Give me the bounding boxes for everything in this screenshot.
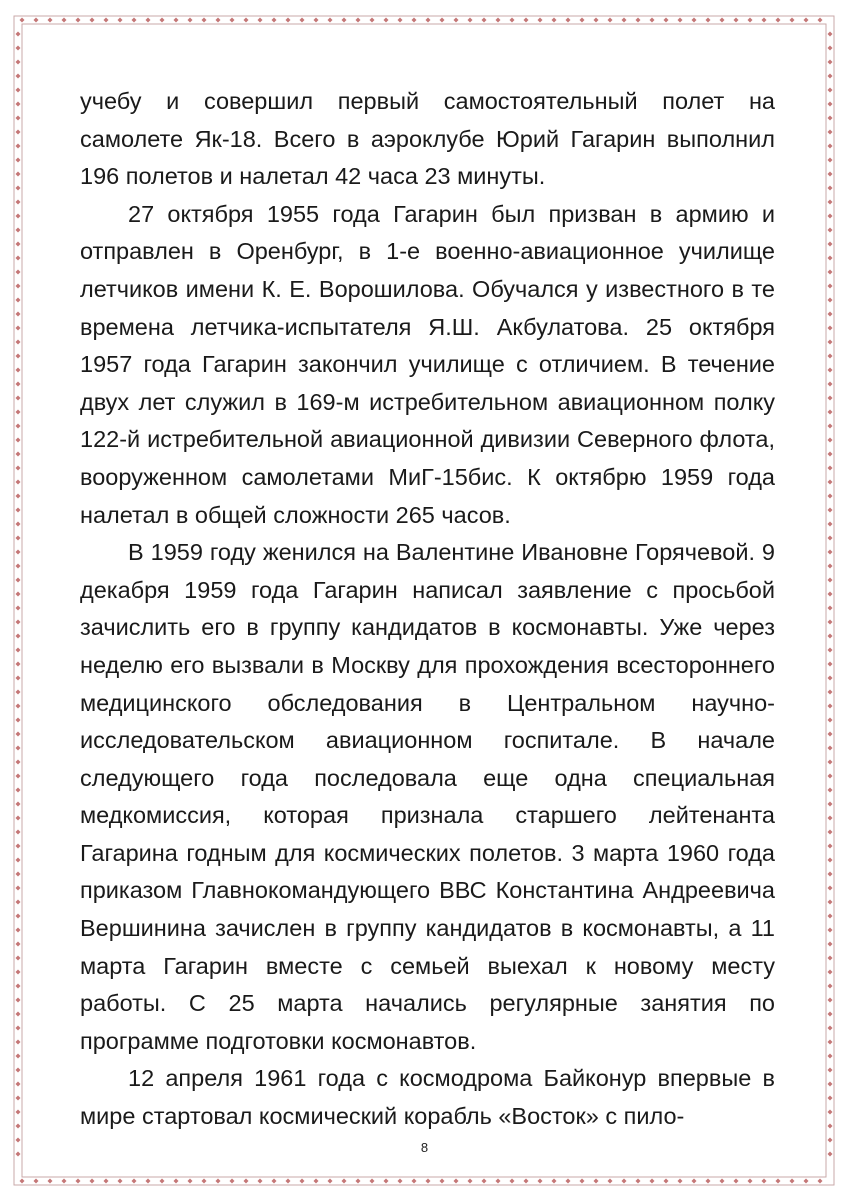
border-ornament-icon [510,1179,515,1184]
border-ornament-icon [622,18,627,23]
border-ornament-icon [828,914,833,919]
border-ornament-icon [16,676,21,681]
border-ornament-icon [16,774,21,779]
border-ornament-icon [16,522,21,527]
border-ornament-icon [314,18,319,23]
border-ornament-icon [146,1179,151,1184]
border-ornament-icon [828,46,833,51]
border-ornament-icon [202,18,207,23]
border-ornament-icon [828,382,833,387]
border-ornament-icon [828,172,833,177]
border-ornament-icon [828,200,833,205]
border-ornament-icon [552,1179,557,1184]
border-ornament-icon [678,18,683,23]
border-ornament-icon [16,802,21,807]
border-ornament-icon [828,1012,833,1017]
border-ornament-icon [16,88,21,93]
border-ornament-icon [692,1179,697,1184]
document-body [80,83,775,1136]
border-ornament-icon [828,774,833,779]
border-ornament-icon [16,886,21,891]
border-ornament-icon [16,186,21,191]
border-ornament-icon [828,424,833,429]
border-ornament-icon [286,18,291,23]
border-ornament-icon [538,18,543,23]
border-ornament-icon [16,60,21,65]
border-ornament-icon [828,1124,833,1129]
border-ornament-icon [174,1179,179,1184]
border-ornament-icon [828,186,833,191]
border-ornament-icon [524,18,529,23]
border-ornament-icon [828,158,833,163]
border-ornament-icon [16,1040,21,1045]
border-ornament-icon [828,480,833,485]
border-ornament-icon [594,1179,599,1184]
border-ornament-icon [16,858,21,863]
border-ornament-icon [104,1179,109,1184]
border-ornament-icon [216,18,221,23]
border-ornament-icon [828,942,833,947]
border-ornament-icon [608,18,613,23]
border-ornament-icon [828,550,833,555]
border-ornament-icon [496,18,501,23]
border-ornament-icon [16,1012,21,1017]
border-ornament-icon [146,18,151,23]
border-ornament-icon [828,676,833,681]
border-ornament-icon [16,74,21,79]
border-ornament-icon [828,410,833,415]
border-ornament-icon [828,1110,833,1115]
border-ornament-icon [828,466,833,471]
border-ornament-icon [16,634,21,639]
border-ornament-icon [828,536,833,541]
border-ornament-icon [828,1082,833,1087]
border-ornament-icon [132,18,137,23]
border-ornament-icon [828,802,833,807]
border-ornament-icon [16,564,21,569]
border-ornament-icon [16,508,21,513]
border-ornament-icon [818,18,823,23]
border-ornament-icon [244,1179,249,1184]
border-ornament-icon [828,32,833,37]
border-ornament-icon [16,326,21,331]
border-ornament-icon [790,18,795,23]
border-ornament-icon [16,690,21,695]
border-ornament-icon [16,746,21,751]
border-ornament-icon [776,18,781,23]
border-ornament-icon [828,102,833,107]
border-ornament-icon [16,144,21,149]
border-ornament-icon [828,606,833,611]
border-ornament-icon [34,1179,39,1184]
border-ornament-icon [828,830,833,835]
border-ornament-icon [828,634,833,639]
border-ornament-icon [594,18,599,23]
border-ornament-icon [244,18,249,23]
border-ornament-icon [828,690,833,695]
border-ornament-icon [188,1179,193,1184]
border-ornament-icon [16,942,21,947]
border-ornament-icon [828,760,833,765]
border-ornament-icon [538,1179,543,1184]
border-ornament-icon [16,914,21,919]
border-ornament-icon [580,1179,585,1184]
border-ornament-icon [76,18,81,23]
border-ornament-icon [16,578,21,583]
border-ornament-icon [16,844,21,849]
border-ornament-icon [16,396,21,401]
border-ornament-icon [16,956,21,961]
border-ornament-icon [828,270,833,275]
border-ornament-icon [16,242,21,247]
border-ornament-icon [510,18,515,23]
border-ornament-icon [828,522,833,527]
border-ornament-icon [828,144,833,149]
border-ornament-icon [398,18,403,23]
border-ornament-icon [828,620,833,625]
border-ornament-icon [16,606,21,611]
border-ornament-icon [828,1026,833,1031]
border-ornament-icon [16,1026,21,1031]
border-ornament-icon [16,1068,21,1073]
border-ornament-icon [828,284,833,289]
border-ornament-icon [828,718,833,723]
border-ornament-icon [16,256,21,261]
border-ornament-icon [828,886,833,891]
border-ornament-icon [300,1179,305,1184]
border-ornament-icon [20,18,25,23]
border-ornament-icon [828,564,833,569]
border-ornament-icon [622,1179,627,1184]
border-ornament-icon [804,1179,809,1184]
border-ornament-icon [160,18,165,23]
border-ornament-icon [828,116,833,121]
border-ornament-icon [426,1179,431,1184]
border-ornament-icon [790,1179,795,1184]
border-ornament-icon [16,368,21,373]
border-ornament-icon [828,900,833,905]
border-ornament-icon [828,256,833,261]
border-ornament-icon [16,354,21,359]
border-ornament-icon [300,18,305,23]
border-ornament-icon [828,648,833,653]
border-ornament-icon [16,312,21,317]
border-ornament-icon [16,592,21,597]
border-ornament-icon [636,18,641,23]
border-ornament-icon [384,18,389,23]
border-ornament-icon [828,970,833,975]
border-ornament-icon [258,1179,263,1184]
border-ornament-icon [104,18,109,23]
border-ornament-icon [482,1179,487,1184]
border-ornament-icon [734,18,739,23]
border-ornament-icon [16,130,21,135]
border-ornament-icon [828,928,833,933]
border-ornament-icon [664,18,669,23]
border-ornament-icon [16,438,21,443]
border-ornament-icon [272,18,277,23]
border-ornament-icon [48,1179,53,1184]
border-ornament-icon [828,844,833,849]
border-ornament-icon [828,956,833,961]
border-ornament-icon [828,368,833,373]
border-ornament-icon [828,872,833,877]
border-ornament-icon [16,452,21,457]
border-ornament-icon [16,298,21,303]
border-ornament-icon [828,816,833,821]
border-ornament-icon [748,1179,753,1184]
border-ornament-icon [16,900,21,905]
border-ornament-icon [720,1179,725,1184]
border-ornament-icon [16,998,21,1003]
border-ornament-icon [496,1179,501,1184]
border-ornament-icon [328,18,333,23]
border-ornament-icon [828,1096,833,1101]
border-ornament-icon [828,1068,833,1073]
border-ornament-icon [828,1054,833,1059]
border-ornament-icon [398,1179,403,1184]
border-ornament-icon [762,18,767,23]
border-ornament-icon [16,550,21,555]
border-ornament-icon [828,396,833,401]
border-ornament-icon [566,1179,571,1184]
border-ornament-icon [748,18,753,23]
border-ornament-icon [828,998,833,1003]
border-ornament-icon [650,1179,655,1184]
page-number: 8 [420,1140,429,1155]
border-ornament-icon [16,1082,21,1087]
border-ornament-icon [370,18,375,23]
border-ornament-icon [16,494,21,499]
paragraph-1: учебу и совершил первый самостоятельный полет на самолете Як-18. Всего в аэроклубе Юрий Гагарин выполнил 196 полетов и налетал 42 часа 23 минуты. [80,88,775,190]
border-ornament-icon [62,1179,67,1184]
border-ornament-icon [16,872,21,877]
border-ornament-icon [468,1179,473,1184]
paragraph-2: 27 октября 1955 года Гагарин был призван в армию и отправлен в Оренбург, в 1-е военно-авиационное училище летчиков имени К. Е. Ворошилова. Обучался у известного в те времена летчика-испытателя Я.Ш. Акбулатова. 25 октября 1957 года Гагарин закончил училище с отличием. В течение двух лет служил в 169-м истребительном авиационном полку 122-й истребительной авиационной дивизии Северного флота, вооруженном самолетами МиГ-15бис. К октябрю 1959 года налетал в общей сложности 265 часов. [80,200,775,528]
border-ornament-icon [202,1179,207,1184]
border-ornament-icon [16,480,21,485]
border-ornament-icon [118,18,123,23]
border-ornament-icon [16,1110,21,1115]
border-ornament-icon [692,18,697,23]
border-ornament-icon [706,1179,711,1184]
border-ornament-icon [384,1179,389,1184]
border-ornament-icon [440,18,445,23]
border-ornament-icon [230,1179,235,1184]
border-ornament-icon [258,18,263,23]
border-ornament-icon [828,704,833,709]
border-ornament-icon [828,508,833,513]
border-ornament-icon [16,466,21,471]
border-ornament-icon [34,18,39,23]
border-ornament-icon [734,1179,739,1184]
border-ornament-icon [16,382,21,387]
border-ornament-icon [16,970,21,975]
border-ornament-icon [828,438,833,443]
border-ornament-icon [16,928,21,933]
border-ornament-icon [16,536,21,541]
border-ornament-icon [118,1179,123,1184]
border-ornament-icon [90,1179,95,1184]
border-ornament-icon [342,1179,347,1184]
border-ornament-icon [76,1179,81,1184]
border-ornament-icon [720,18,725,23]
border-ornament-icon [16,1054,21,1059]
border-ornament-icon [16,284,21,289]
border-ornament-icon [16,270,21,275]
border-ornament-icon [16,648,21,653]
border-ornament-icon [678,1179,683,1184]
border-ornament-icon [828,340,833,345]
border-ornament-icon [664,1179,669,1184]
border-ornament-icon [16,718,21,723]
border-ornament-icon [16,620,21,625]
border-ornament-icon [16,788,21,793]
border-ornament-icon [16,816,21,821]
border-ornament-icon [342,18,347,23]
border-ornament-icon [16,158,21,163]
border-ornament-icon [804,18,809,23]
border-ornament-icon [762,1179,767,1184]
border-ornament-icon [426,18,431,23]
border-ornament-icon [16,760,21,765]
border-ornament-icon [828,242,833,247]
border-ornament-icon [524,1179,529,1184]
border-ornament-icon [828,214,833,219]
border-ornament-icon [828,788,833,793]
border-ornament-icon [706,18,711,23]
border-ornament-icon [286,1179,291,1184]
border-ornament-icon [566,18,571,23]
border-ornament-icon [20,1179,25,1184]
border-ornament-icon [828,130,833,135]
border-ornament-icon [828,60,833,65]
border-ornament-icon [454,18,459,23]
border-ornament-icon [16,1096,21,1101]
border-ornament-icon [828,746,833,751]
border-ornament-icon [16,116,21,121]
border-ornament-icon [608,1179,613,1184]
border-ornament-icon [16,172,21,177]
border-ornament-icon [16,46,21,51]
border-ornament-icon [828,984,833,989]
border-ornament-icon [776,1179,781,1184]
border-ornament-icon [48,18,53,23]
border-ornament-icon [16,424,21,429]
border-ornament-icon [356,1179,361,1184]
border-ornament-icon [314,1179,319,1184]
border-ornament-icon [272,1179,277,1184]
border-ornament-icon [16,214,21,219]
border-ornament-icon [16,732,21,737]
border-ornament-icon [828,662,833,667]
border-ornament-icon [482,18,487,23]
border-ornament-icon [16,1124,21,1129]
border-ornament-icon [828,228,833,233]
border-ornament-icon [174,18,179,23]
border-ornament-icon [828,298,833,303]
border-ornament-icon [188,18,193,23]
border-ornament-icon [828,732,833,737]
border-ornament-icon [216,1179,221,1184]
border-ornament-icon [828,494,833,499]
border-ornament-icon [552,18,557,23]
border-ornament-icon [62,18,67,23]
border-ornament-icon [16,102,21,107]
border-ornament-icon [16,662,21,667]
border-ornament-icon [16,32,21,37]
border-ornament-icon [636,1179,641,1184]
border-ornament-icon [16,200,21,205]
border-ornament-icon [90,18,95,23]
border-ornament-icon [412,1179,417,1184]
border-ornament-icon [468,18,473,23]
border-ornament-icon [828,1040,833,1045]
border-ornament-icon [16,340,21,345]
border-ornament-icon [580,18,585,23]
border-ornament-icon [828,592,833,597]
border-ornament-icon [16,410,21,415]
border-ornament-icon [356,18,361,23]
border-ornament-icon [828,88,833,93]
border-ornament-icon [370,1179,375,1184]
border-ornament-icon [828,354,833,359]
border-ornament-icon [650,18,655,23]
border-ornament-icon [16,704,21,709]
border-ornament-icon [828,578,833,583]
border-ornament-icon [828,452,833,457]
border-ornament-icon [412,18,417,23]
border-ornament-icon [454,1179,459,1184]
border-ornament-icon [230,18,235,23]
border-ornament-icon [828,74,833,79]
border-ornament-icon [828,858,833,863]
border-ornament-icon [160,1179,165,1184]
border-ornament-icon [16,228,21,233]
border-ornament-icon [132,1179,137,1184]
border-ornament-icon [828,312,833,317]
paragraph-4: 12 апреля 1961 года с космодрома Байконур впервые в мире стартовал космический корабль «Восток» с пило- [80,1065,775,1130]
border-ornament-icon [440,1179,445,1184]
border-ornament-icon [818,1179,823,1184]
paragraph-3: В 1959 году женился на Валентине Ивановне Горячевой. 9 декабря 1959 года Гагарин написал заявление с просьбой зачислить его в группу кандидатов в космонавты. Уже через неделю его вызвали в Москву для прохождения всестороннего медицинского обследования в Центральном научно-исследовательском авиационном госпитале. В начале следующего года последовала еще одна специальная медкомиссия, которая признала старшего лейтенанта Гагарина годным для космических полетов. 3 марта 1960 года приказом Главнокомандующего ВВС Константина Андреевича Вершинина зачислен в группу кандидатов в космонавты, а 11 марта Гагарин вместе с семьей выехал к новому месту работы. С 25 марта начались регулярные занятия по программе подготовки космонавтов. [80,539,775,1054]
border-ornament-icon [328,1179,333,1184]
border-ornament-icon [16,984,21,989]
border-ornament-icon [828,326,833,331]
border-ornament-icon [16,830,21,835]
